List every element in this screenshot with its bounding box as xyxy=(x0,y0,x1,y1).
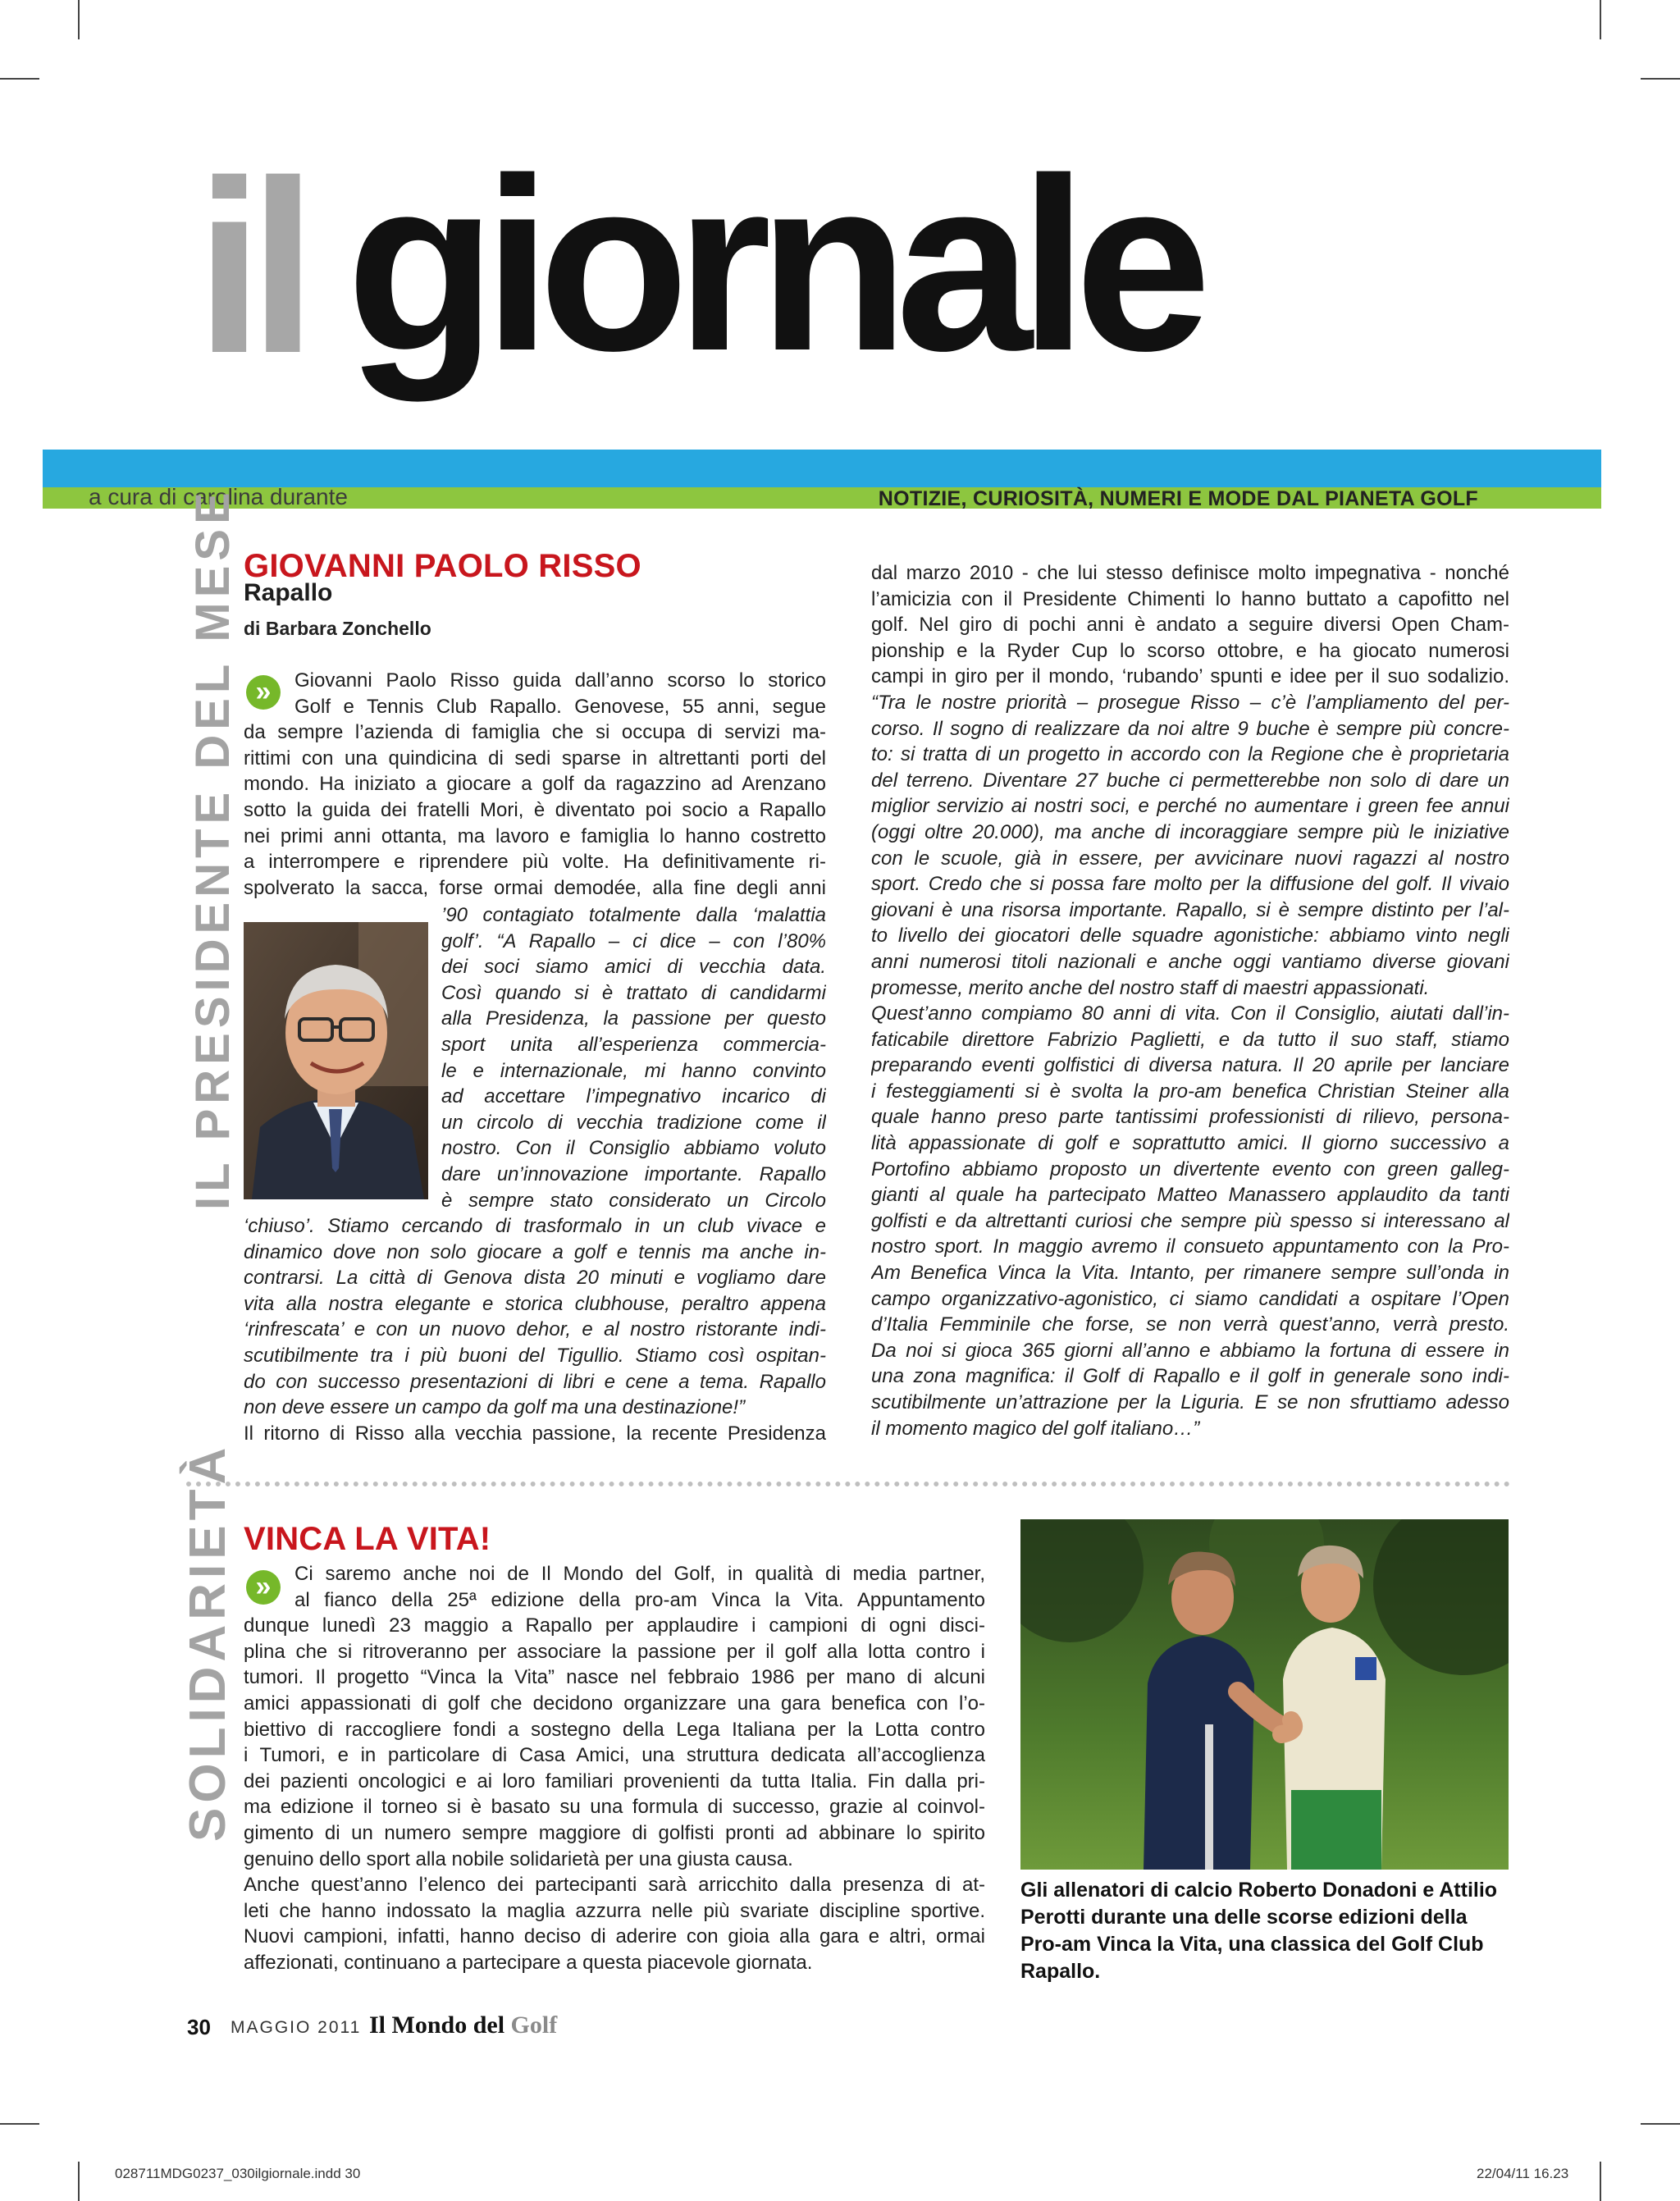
masthead-il: il xyxy=(195,129,303,404)
text-line: quale hanno preso parte tantissimi professionisti di rilievo, persona- xyxy=(871,1106,1509,1129)
text-line: plina che si ritroveranno per associare la passione per il golf alla lotta contro i xyxy=(244,1640,985,1663)
text-line: rittimi con una quindicina di sedi sparse in altrettanti porti del xyxy=(244,747,826,769)
text-line: un circolo di vecchia tradizione come il xyxy=(441,1111,826,1134)
text-line: Anche quest’anno l’elenco dei partecipanti sarà arricchito dalla presenza di at- xyxy=(244,1874,985,1897)
crop-mark xyxy=(1600,2162,1601,2201)
text-line: del terreno. Diventare 27 buche ci permetterebbe non solo di dare un xyxy=(871,769,1509,792)
text-line: l’amicizia con il Presidente Chimenti lo hanno buttato a capofitto nel xyxy=(871,587,1509,610)
crop-mark xyxy=(0,78,39,80)
text-line: golfisti e da altrettanti curiosi che sempre più spesso si interessano al xyxy=(871,1209,1509,1232)
article2-headline: VINCA LA VITA! xyxy=(244,1521,491,1557)
section-title-solidarieta: SOLIDARIETÀ xyxy=(180,1442,236,1842)
text-line: non deve essere un campo da golf ma una destinazione!” xyxy=(244,1396,746,1419)
text-line: (oggi oltre 20.000), ma anche di incoraggiare sempre più le iniziative xyxy=(871,820,1509,843)
double-chevron-right-icon: » xyxy=(246,675,281,710)
article-right-column xyxy=(871,560,1509,1441)
magazine-brand xyxy=(369,2011,557,2039)
text-line: scutibilmente tra i più buoni del Tigullio. Stiamo così ospitan- xyxy=(244,1344,826,1367)
text-line: to: si tratta di un progetto in accordo con la Regione che è proprietaria xyxy=(871,743,1509,766)
brand-main: Il Mondo del xyxy=(369,2011,511,2039)
text-line: da sempre l’azienda di famiglia che si occupa di servizi ma- xyxy=(244,721,826,744)
text-line: scutibilmente un’attrazione per la Liguria. E se non sfruttiamo adesso xyxy=(871,1391,1509,1413)
text-line: leti che hanno indossato la maglia azzurra nelle più svariate discipline sportive. xyxy=(244,1899,985,1922)
text-line: campi in giro per il mondo, ‘rubando’ spunti e idee per il suo sodalizio. xyxy=(871,665,1509,688)
text-line: è sempre stato considerato un Circolo xyxy=(441,1189,826,1212)
text-line: Ci saremo anche noi de Il Mondo del Golf, in qualità di media partner, xyxy=(294,1563,985,1585)
text-line: Così quando si è trattato di candidarmi xyxy=(441,981,826,1004)
crop-mark xyxy=(78,0,80,39)
curator-credit: a cura di carolina durante xyxy=(89,484,348,509)
text-line: preparando eventi golfistici di diversa natura. Il 20 aprile per lanciare xyxy=(871,1054,1509,1077)
text-line: do con successo presentazioni di libri e cene a tema. Rapallo xyxy=(244,1370,826,1393)
text-line: i festeggiamenti si è svolta la pro-am benefica Christian Steiner alla xyxy=(871,1080,1509,1103)
text-line: golf. Nel giro di pochi anni è andato a seguire diversi Open Cham- xyxy=(871,614,1509,637)
text-line: anni numerosi titoli nazionali e anche oggi vantiamo diverse giovani xyxy=(871,950,1509,973)
double-chevron-right-icon: » xyxy=(246,1570,281,1605)
text-line: dal marzo 2010 - che lui stesso definisce molto impegnativa - nonché xyxy=(871,562,1509,584)
section-divider xyxy=(186,1482,1510,1486)
crop-mark xyxy=(78,2162,80,2201)
article-subheadline: Rapallo xyxy=(244,579,333,606)
text-line: alla Presidenza, la passione per questo xyxy=(441,1007,826,1030)
text-line: sotto la guida dei fratelli Mori, è diventato poi socio a Rapallo xyxy=(244,798,826,821)
text-line: vita alla nostra elegante e storica clubhouse, peraltro appena xyxy=(244,1292,826,1315)
text-line: una zona magnifica: il Golf di Rapallo e il golf in generale sono indi- xyxy=(871,1365,1509,1388)
text-line: spolverato la sacca, forse ormai demodée, alla fine degli anni xyxy=(244,876,826,899)
text-line: a interrompere e riprendere più volte. Ha definitivamente ri- xyxy=(244,851,826,874)
text-line: ‘chiuso’. Stiamo cercando di trasformalo in un club vivace e xyxy=(244,1215,826,1237)
text-line: to livello dei giocatori delle squadre agonistiche: abbiamo vinto negli xyxy=(871,925,1509,948)
section-title-presidente: IL PRESIDENTE DEL MESE xyxy=(186,487,240,1210)
article-photo-wrap-column xyxy=(441,902,826,1213)
text-line: ’90 contagiato totalmente dalla ‘malattia xyxy=(441,904,826,926)
masthead-blue-bar xyxy=(43,450,1601,487)
text-line: pionship e la Ryder Cup lo scorso ottobre, e ha giocato numerosi xyxy=(871,639,1509,662)
text-line: gianti al quale ha partecipato Matteo Manassero applaudito da tanti xyxy=(871,1184,1509,1207)
text-line: dinamico dove non solo giocare a golf e tennis ma anche in- xyxy=(244,1240,826,1263)
text-line: mondo. Ha iniziato a giocare a golf da ragazzino ad Arenzano xyxy=(244,773,826,796)
text-line: contrarsi. La città di Genova dista 20 minuti e vogliamo dare xyxy=(244,1267,826,1290)
crop-mark xyxy=(1641,78,1680,80)
photo-caption: Gli allenatori di calcio Roberto Donadoni e Attilio Perotti durante una delle scorse edizioni della Pro-am Vinca la Vita, una classica del Golf Club Rapallo. xyxy=(1020,1879,1498,1983)
page-number: 30 xyxy=(187,2015,211,2039)
text-line: ma edizione il torneo si è basato su una formula di successo, grazie al coinvol- xyxy=(244,1796,985,1819)
crop-mark xyxy=(1600,0,1601,39)
text-line: Nuovi campioni, infatti, hanno deciso di aderire con gioia alla gara e altri, ormai xyxy=(244,1925,985,1948)
article-left-column-bottom xyxy=(244,1213,826,1446)
text-line: amici appassionati di golf che decidono organizzare una gara benefica con l’o- xyxy=(244,1692,985,1715)
text-line: Am Benefica Vinca la Vita. Intanto, per rimanere sempre sull’onda in xyxy=(871,1262,1509,1285)
text-line: sport. Credo che si possa fare molto per la diffusione del golf. Il vivaio xyxy=(871,873,1509,896)
text-line: golf’. “A Rapallo – ci dice – con l’80% xyxy=(441,929,826,952)
text-line: nostro sport. In maggio avremo il consueto appuntamento con la Pro- xyxy=(871,1235,1509,1258)
text-line: campo organizzativo-agonistico, ci siamo candidati a ospitare l’Open xyxy=(871,1287,1509,1310)
text-line: al fianco della 25ª edizione della pro-am Vinca la Vita. Appuntamento xyxy=(294,1588,985,1611)
text-line: dare un’innovazione importante. Rapallo xyxy=(441,1162,826,1185)
article-byline: di Barbara Zonchello xyxy=(244,618,431,639)
text-line: tumori. Il progetto “Vinca la Vita” nasce nel febbraio 1986 per mano di alcuni xyxy=(244,1666,985,1689)
text-line: i Tumori, e in particolare di Casa Amici, una struttura dedicata all’accoglienza xyxy=(244,1744,985,1767)
text-line: Portofino abbiamo proposto un divertente evento con green galleg- xyxy=(871,1158,1509,1180)
text-line: Quest’anno compiamo 80 anni di vita. Con il Consiglio, aiutati dall’in- xyxy=(871,1002,1509,1025)
text-line: nei primi anni ottanta, ma lavoro e famiglia lo hanno costretto xyxy=(244,824,826,847)
article2-body xyxy=(244,1561,985,1976)
print-slug-timestamp: 22/04/11 16.23 xyxy=(1477,2166,1569,2181)
text-line: lità appassionate di golf e soprattutto amici. Il giorno successivo a xyxy=(871,1132,1509,1155)
portrait-photo xyxy=(244,922,428,1199)
text-line: “Tra le nostre priorità – prosegue Risso – c’è l’ampliamento del per- xyxy=(871,691,1509,714)
text-line: dei soci siamo amici di vecchia data. xyxy=(441,956,826,979)
article-left-column xyxy=(244,668,826,901)
text-line: gimento di un numero sempre maggiore di golfisti pronti ad abbinare lo spirito xyxy=(244,1821,985,1844)
text-line: affezionati, continuano a partecipare a questa piacevole giornata. xyxy=(244,1951,813,1974)
text-line: miglior servizio ai nostri soci, e perché no aumentare i green fee annui xyxy=(871,795,1509,818)
issue-date: MAGGIO 2011 xyxy=(231,2018,362,2037)
text-line: Da noi si gioca 365 giorni all’anno e abbiamo la fortuna di essere in xyxy=(871,1339,1509,1362)
text-line: biettivo di raccogliere fondi a sostegno della Lega Italiana per la Lotta contro xyxy=(244,1718,985,1741)
crop-mark xyxy=(0,2123,39,2125)
text-line: faticabile direttore Fabrizio Paglietti, e da tutto il suo staff, stiamo xyxy=(871,1028,1509,1051)
text-line: promesse, merito anche del nostro staff di maestri appassionati. xyxy=(871,976,1430,999)
text-line: ‘rinfrescata’ e con un nuovo dehor, e al nostro ristorante indi- xyxy=(244,1318,826,1341)
text-line: nostro. Con il Consiglio abbiamo voluto xyxy=(441,1137,826,1160)
text-line: corso. Il sogno di realizzare da noi altre 9 buche è sempre più concre- xyxy=(871,717,1509,740)
text-line: giovani è una risorsa importante. Rapallo, si è sempre distinto per l’al- xyxy=(871,898,1509,921)
text-line: le e internazionale, mi hanno convinto xyxy=(441,1059,826,1082)
text-line: dei pazienti oncologici e ai loro familiari provenienti da tutta Italia. Fin dalla pri- xyxy=(244,1769,985,1792)
brand-accent: Golf xyxy=(510,2011,558,2039)
article-headline: GIOVANNI PAOLO RISSO xyxy=(244,548,641,584)
text-line: d’Italia Femminile che forse, se non verrà quest’anno, verrà presto. xyxy=(871,1313,1509,1336)
text-line: Golf e Tennis Club Rapallo. Genovese, 55 anni, segue xyxy=(294,695,826,718)
crop-mark xyxy=(1641,2123,1680,2125)
text-line: Il ritorno di Risso alla vecchia passione, la recente Presidenza xyxy=(244,1422,826,1445)
masthead-giornale: giornale xyxy=(346,126,1198,402)
text-line: il momento magico del golf italiano…” xyxy=(871,1417,1200,1440)
text-line: Giovanni Paolo Risso guida dall’anno scorso lo storico xyxy=(294,669,826,692)
text-line: ad accettare l’impegnativo incarico di xyxy=(441,1085,826,1108)
print-slug-file: 028711MDG0237_030ilgiornale.indd 30 xyxy=(115,2166,361,2181)
text-line: dunque lunedì 23 maggio a Rapallo per applaudire i campioni di ogni disci- xyxy=(244,1614,985,1637)
text-line: sport unita all’esperienza commercia- xyxy=(441,1033,826,1056)
text-line: genuino dello sport alla nobile solidarietà per una giusta causa. xyxy=(244,1847,793,1870)
masthead-tagline: NOTIZIE, CURIOSITÀ, NUMERI E MODE DAL PIANETA GOLF xyxy=(878,487,1478,510)
text-line: con le scuole, già in essere, per avvicinare nuovi ragazzi al nostro xyxy=(871,847,1509,870)
golf-handshake-photo xyxy=(1020,1519,1509,1870)
